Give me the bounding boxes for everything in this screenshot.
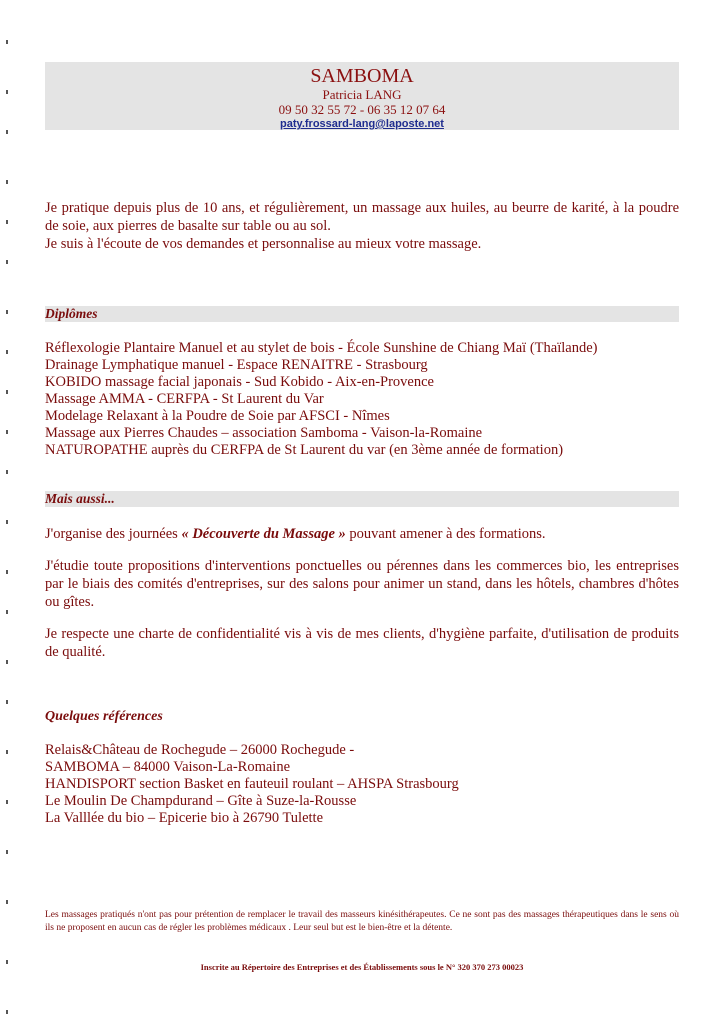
section-heading-aussi: Mais aussi... [45, 491, 679, 507]
list-item: Relais&Château de Rochegude – 26000 Rochegude - [45, 742, 355, 758]
phone-numbers: 09 50 32 55 72 - 06 35 12 07 64 [278, 102, 446, 117]
aussi-p1-before: J'organise des journées [45, 526, 182, 542]
list-item: Massage AMMA - CERFPA - St Laurent du Var [45, 391, 324, 407]
list-item: SAMBOMA – 84000 Vaison-La-Romaine [45, 759, 291, 775]
list-item: Drainage Lymphatique manuel - Espace RENAITRE - Strasbourg [45, 357, 428, 373]
list-item: Réflexologie Plantaire Manuel et au stylet de bois - École Sunshine de Chiang Maï (Thaïlande) [45, 340, 598, 356]
list-item: La Valllée du bio – Epicerie bio à 26790 Tulette [45, 810, 323, 826]
owner-name: Patricia LANG [322, 87, 402, 102]
disclaimer-text: Les massages pratiqués n'ont pas pour prétention de remplacer le travail des masseurs kinésithérapeutes. Ce ne sont pas des massages thérapeutiques dans le sens où ils ne proposent en aucun cas de régler les problèmes médicaux . Leur seul but est le bien-être et la détente. [45, 910, 679, 933]
margin-marks [6, 30, 12, 1020]
aussi-p1-emphasis: « Découverte du Massage » [181, 526, 346, 542]
intro-text [45, 199, 679, 253]
list-item: KOBIDO massage facial japonais - Sud Kobido - Aix-en-Provence [45, 374, 434, 390]
aussi-paragraph-3: Je respecte une charte de confidentialité vis à vis de mes clients, d'hygiène parfaite, d'utilisation de produits de qualité. [45, 626, 679, 660]
header-box [45, 62, 679, 130]
intro-paragraph-2: Je suis à l'écoute de vos demandes et personnalise au mieux votre massage. [45, 236, 482, 252]
list-item: Modelage Relaxant à la Poudre de Soie par AFSCI - Nîmes [45, 408, 390, 424]
business-title: SAMBOMA [310, 65, 414, 87]
aussi-paragraph-2: J'étudie toute propositions d'interventions ponctuelles ou pérennes dans les commerces bio, les entreprises par le biais des comités d'entreprises, sur des salons pour animer un stand, dans les hôtels, chambres d'hôtes ou gîtes. [45, 558, 679, 610]
aussi-paragraph-1 [45, 525, 679, 543]
intro-paragraph-1: Je pratique depuis plus de 10 ans, et régulièrement, un massage aux huiles, au beurre de karité, à la poudre de soie, aux pierres de basalte sur table ou au sol. [45, 200, 679, 234]
list-item: Massage aux Pierres Chaudes – association Samboma - Vaison-la-Romaine [45, 425, 483, 441]
list-item: NATUROPATHE auprès du CERFPA de St Laurent du var (en 3ème année de formation) [45, 442, 564, 458]
list-item: HANDISPORT section Basket en fauteuil roulant – AHSPA Strasbourg [45, 776, 459, 792]
section-heading-diplomes: Diplômes [45, 306, 679, 322]
diplomes-list [45, 340, 679, 459]
section-heading-references: Quelques références [45, 709, 163, 724]
aussi-p1-after: pouvant amener à des formations. [345, 526, 546, 542]
list-item: Le Moulin De Champdurand – Gîte à Suze-la-Rousse [45, 793, 357, 809]
email-link[interactable]: paty.frossard-lang@laposte.net [280, 118, 444, 130]
registration-footer: Inscrite au Répertoire des Entreprises et des Établissements sous le N° 320 370 273 00023 [200, 962, 524, 972]
references-list [45, 742, 679, 827]
